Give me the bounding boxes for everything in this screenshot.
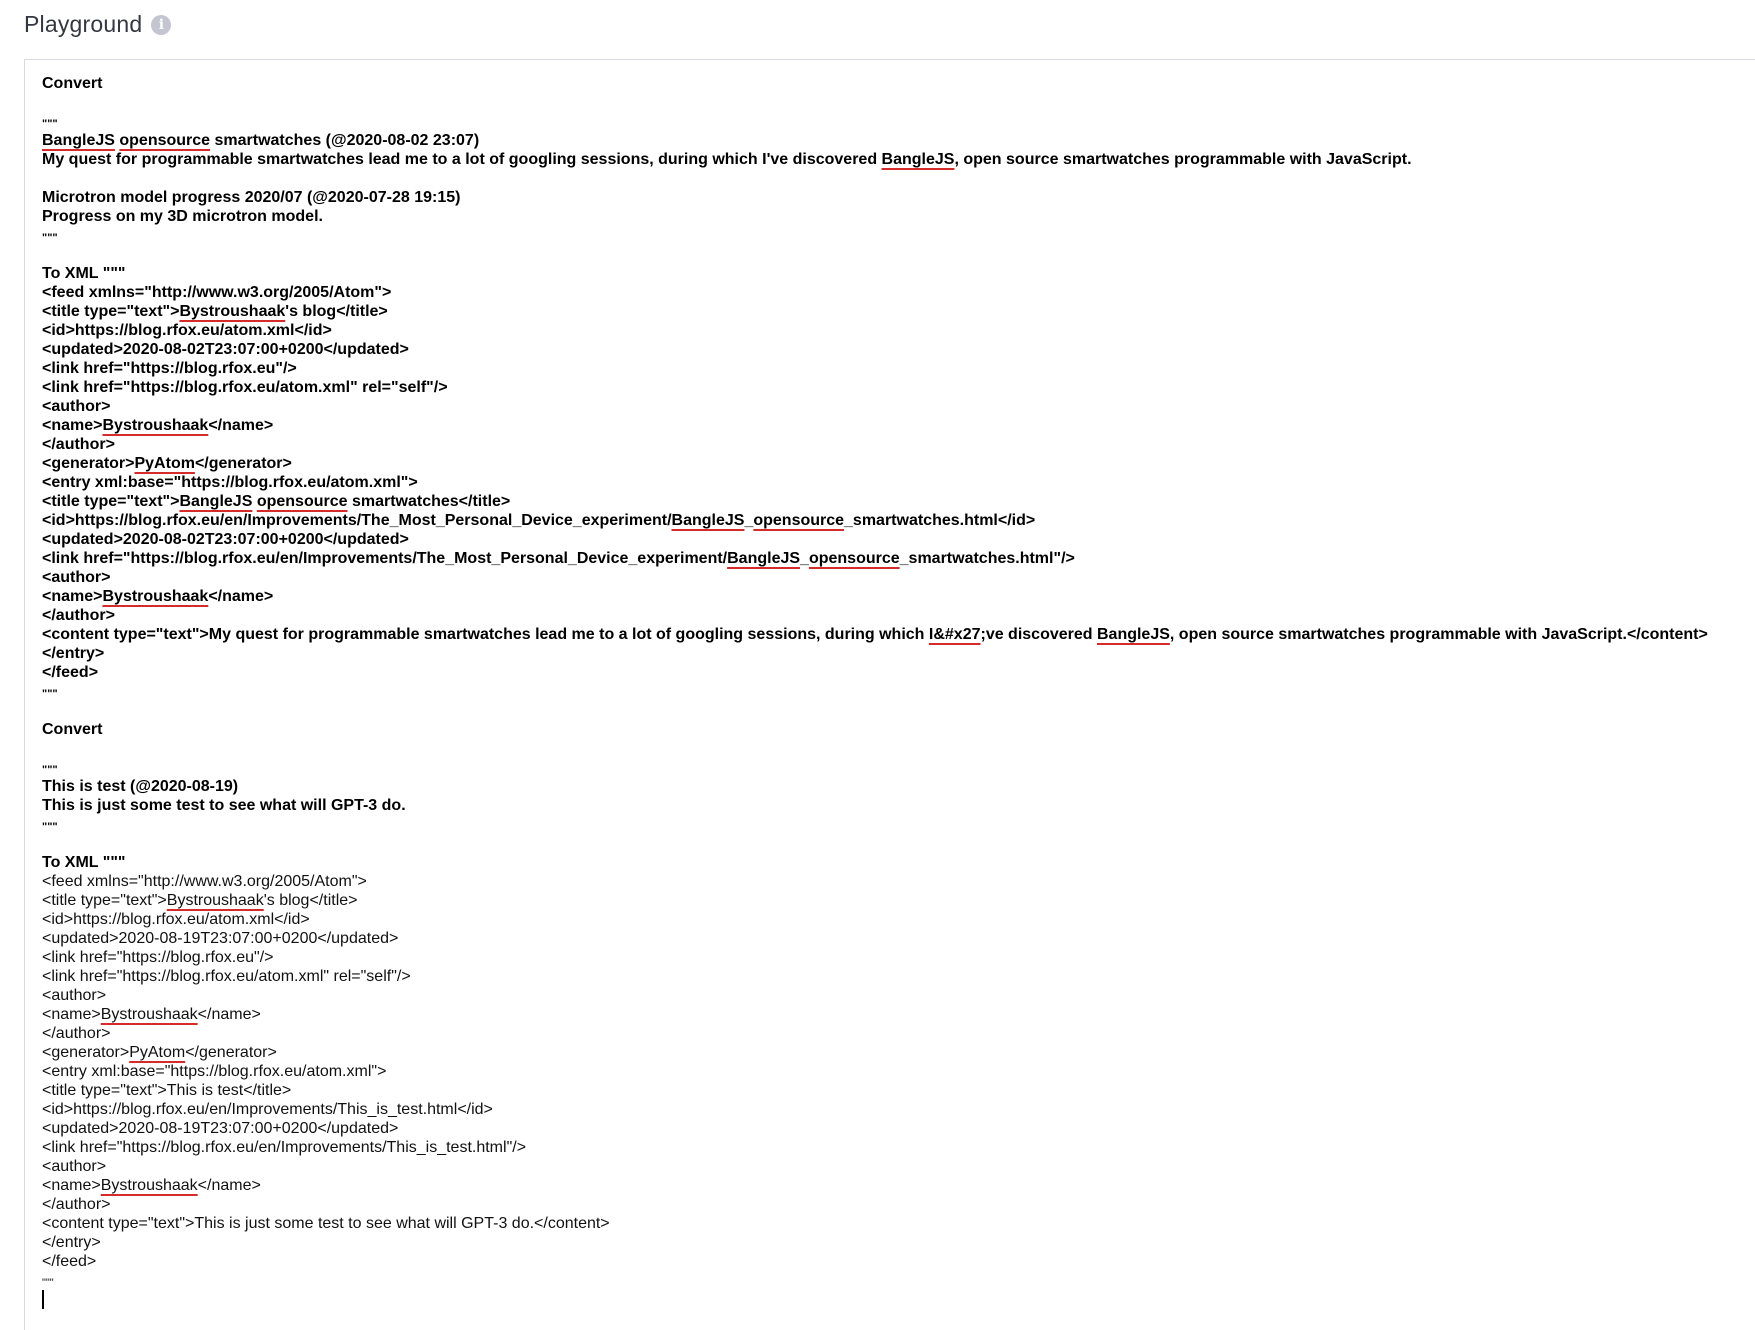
prompt-line[interactable]: My quest for programmable smartwatches lead me to a lot of googling sessions, during which I've discovered BangleJS, open source smartwatches programmable with JavaScript. bbox=[42, 151, 1412, 168]
completion-line[interactable]: <name>Bystroushaak</name> bbox=[42, 1006, 261, 1023]
completion-line[interactable]: <feed xmlns="http://www.w3.org/2005/Atom"> bbox=[42, 873, 367, 890]
misspelled-word: PyAtom bbox=[134, 455, 195, 472]
completion-line[interactable]: <link href="https://blog.rfox.eu/en/Improvements/This_is_test.html"/> bbox=[42, 1139, 527, 1156]
misspelled-word: PyAtom bbox=[129, 1044, 186, 1061]
completion-line[interactable]: <generator>PyAtom</generator> bbox=[42, 1044, 277, 1061]
info-icon[interactable]: i bbox=[151, 15, 171, 35]
completion-line[interactable]: """ bbox=[42, 1277, 54, 1289]
completion-line[interactable]: <id>https://blog.rfox.eu/atom.xml</id> bbox=[42, 911, 310, 928]
prompt-line[interactable]: To XML """ bbox=[42, 265, 126, 282]
misspelled-word: opensource bbox=[753, 512, 845, 529]
completion-line[interactable]: <author> bbox=[42, 1158, 107, 1175]
prompt-line[interactable]: <id>https://blog.rfox.eu/en/Improvements/The_Most_Personal_Device_experiment/BangleJS_opensource_smartwatches.html</id> bbox=[42, 512, 1036, 529]
completion-line[interactable]: <link href="https://blog.rfox.eu/atom.xml" rel="self"/> bbox=[42, 968, 411, 985]
prompt-line[interactable]: Microtron model progress 2020/07 (@2020-07-28 19:15) bbox=[42, 189, 461, 206]
completion-line[interactable]: <entry xml:base="https://blog.rfox.eu/atom.xml"> bbox=[42, 1063, 387, 1080]
prompt-editor[interactable] bbox=[24, 59, 1755, 1330]
prompt-line[interactable]: """ bbox=[42, 764, 58, 776]
misspelled-word: BangleJS bbox=[881, 151, 955, 168]
misspelled-word: BangleJS bbox=[727, 550, 801, 567]
prompt-line[interactable]: <author> bbox=[42, 398, 111, 415]
prompt-line[interactable] bbox=[42, 739, 1742, 758]
completion-line[interactable]: </feed> bbox=[42, 1253, 97, 1270]
editor-content[interactable] bbox=[42, 74, 1742, 1309]
misspelled-word: BangleJS bbox=[671, 512, 745, 529]
completion-line[interactable]: <updated>2020-08-19T23:07:00+0200</updated> bbox=[42, 930, 399, 947]
completion-line[interactable]: <author> bbox=[42, 987, 107, 1004]
prompt-line[interactable]: """ bbox=[42, 821, 58, 833]
misspelled-word: Bystroushaak bbox=[100, 1177, 198, 1194]
prompt-line[interactable]: Progress on my 3D microtron model. bbox=[42, 208, 323, 225]
prompt-line[interactable]: <name>Bystroushaak</name> bbox=[42, 588, 274, 605]
cursor-line[interactable] bbox=[42, 1290, 1742, 1309]
misspelled-word: Bystroushaak bbox=[100, 1006, 198, 1023]
prompt-line[interactable]: </entry> bbox=[42, 645, 105, 662]
prompt-line[interactable]: """ bbox=[42, 118, 58, 130]
misspelled-word: Bystroushaak bbox=[179, 303, 286, 320]
prompt-line[interactable]: This is test (@2020-08-19) bbox=[42, 778, 239, 795]
prompt-line[interactable]: <generator>PyAtom</generator> bbox=[42, 455, 292, 472]
misspelled-word: BangleJS bbox=[179, 493, 253, 510]
misspelled-word: Bystroushaak bbox=[166, 892, 264, 909]
prompt-line[interactable] bbox=[42, 93, 1742, 112]
misspelled-word: Bystroushaak bbox=[102, 417, 209, 434]
prompt-line[interactable]: To XML """ bbox=[42, 854, 126, 871]
prompt-line[interactable] bbox=[42, 169, 1742, 188]
prompt-line[interactable]: """ bbox=[42, 688, 58, 700]
completion-line[interactable]: <name>Bystroushaak</name> bbox=[42, 1177, 261, 1194]
prompt-line[interactable]: <author> bbox=[42, 569, 111, 586]
misspelled-word: I&#x27 bbox=[928, 626, 981, 643]
prompt-line[interactable]: <name>Bystroushaak</name> bbox=[42, 417, 274, 434]
prompt-line[interactable]: <updated>2020-08-02T23:07:00+0200</updated> bbox=[42, 531, 409, 548]
prompt-line[interactable]: <updated>2020-08-02T23:07:00+0200</updated> bbox=[42, 341, 409, 358]
prompt-line[interactable]: Convert bbox=[42, 721, 103, 738]
completion-line[interactable]: </author> bbox=[42, 1196, 111, 1213]
prompt-line[interactable]: <link href="https://blog.rfox.eu/atom.xml" rel="self"/> bbox=[42, 379, 448, 396]
prompt-line[interactable] bbox=[42, 245, 1742, 264]
completion-line[interactable]: <link href="https://blog.rfox.eu"/> bbox=[42, 949, 274, 966]
completion-line[interactable]: <title type="text">Bystroushaak's blog</title> bbox=[42, 892, 358, 909]
page-header bbox=[24, 9, 171, 39]
completion-line[interactable]: </author> bbox=[42, 1025, 111, 1042]
prompt-line[interactable]: """ bbox=[42, 232, 58, 244]
prompt-line[interactable]: <entry xml:base="https://blog.rfox.eu/atom.xml"> bbox=[42, 474, 418, 491]
misspelled-word: BangleJS bbox=[42, 132, 115, 149]
page-title: Playground bbox=[24, 10, 143, 37]
prompt-line[interactable]: <title type="text">BangleJS opensource smartwatches</title> bbox=[42, 493, 511, 510]
completion-line[interactable]: <content type="text">This is just some test to see what will GPT-3 do.</content> bbox=[42, 1215, 610, 1232]
prompt-line[interactable] bbox=[42, 834, 1742, 853]
prompt-line[interactable]: <link href="https://blog.rfox.eu"/> bbox=[42, 360, 297, 377]
completion-line[interactable]: <title type="text">This is test</title> bbox=[42, 1082, 292, 1099]
misspelled-word: BangleJS bbox=[1096, 626, 1170, 643]
misspelled-word: Bystroushaak bbox=[102, 588, 209, 605]
prompt-line[interactable]: <id>https://blog.rfox.eu/atom.xml</id> bbox=[42, 322, 332, 339]
prompt-line[interactable]: </author> bbox=[42, 607, 115, 624]
completion-line[interactable]: <updated>2020-08-19T23:07:00+0200</updated> bbox=[42, 1120, 399, 1137]
completion-line[interactable]: <id>https://blog.rfox.eu/en/Improvements/This_is_test.html</id> bbox=[42, 1101, 493, 1118]
prompt-line[interactable]: </feed> bbox=[42, 664, 99, 681]
prompt-line[interactable]: <content type="text">My quest for programmable smartwatches lead me to a lot of googling sessions, during which I&#x27;ve discovered BangleJS, open source smartwatches programmable with JavaScript.</content> bbox=[42, 626, 1708, 643]
misspelled-word: opensource bbox=[808, 550, 900, 567]
prompt-line[interactable]: This is just some test to see what will GPT-3 do. bbox=[42, 797, 406, 814]
prompt-line[interactable]: BangleJS opensource smartwatches (@2020-08-02 23:07) bbox=[42, 132, 480, 149]
prompt-line[interactable]: </author> bbox=[42, 436, 115, 453]
completion-line[interactable]: </entry> bbox=[42, 1234, 101, 1251]
prompt-line[interactable] bbox=[42, 701, 1742, 720]
prompt-line[interactable]: Convert bbox=[42, 75, 103, 92]
prompt-line[interactable]: <link href="https://blog.rfox.eu/en/Improvements/The_Most_Personal_Device_experiment/BangleJS_opensource_smartwatches.html"/> bbox=[42, 550, 1075, 567]
text-cursor bbox=[42, 1290, 44, 1309]
prompt-line[interactable]: <feed xmlns="http://www.w3.org/2005/Atom"> bbox=[42, 284, 392, 301]
misspelled-word: opensource bbox=[119, 132, 211, 149]
misspelled-word: opensource bbox=[256, 493, 348, 510]
prompt-line[interactable]: <title type="text">Bystroushaak's blog</title> bbox=[42, 303, 388, 320]
